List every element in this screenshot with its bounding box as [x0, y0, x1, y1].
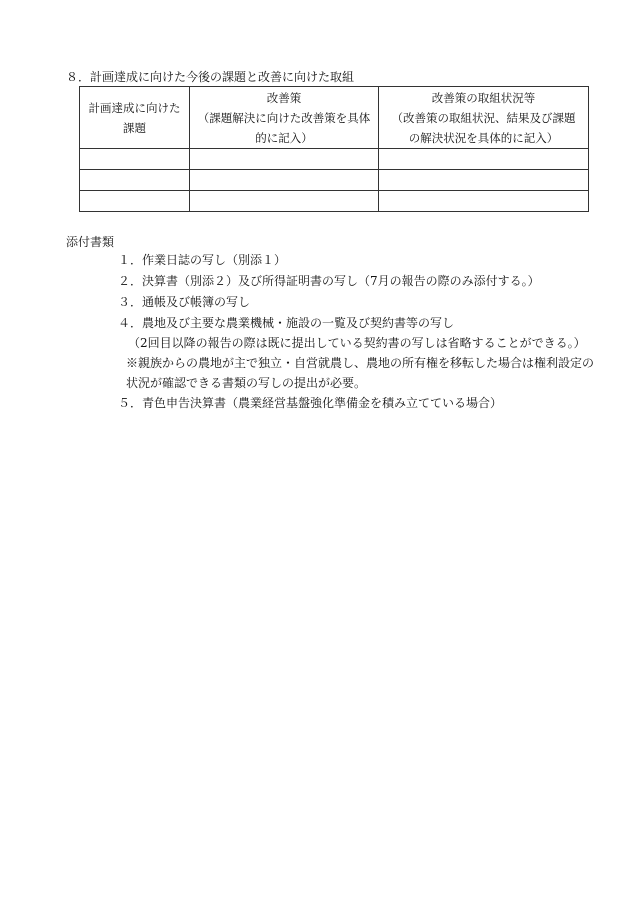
column-header-line: 改善策の取組状況等	[431, 90, 536, 105]
table-header-row	[80, 87, 589, 149]
table-cell[interactable]	[379, 170, 589, 191]
attachment-item-3: ３．通帳及び帳簿の写し	[118, 295, 251, 309]
column-header-line: 的に記入）	[255, 130, 313, 145]
column-header-issues	[80, 87, 190, 149]
attachment-item-4-remark-cont: 状況が確認できる書類の写しの提出が必要。	[126, 376, 367, 390]
table-row	[80, 170, 589, 191]
table-cell[interactable]	[190, 170, 379, 191]
column-header-line: 課題	[123, 120, 146, 135]
column-header-line: （課題解決に向けた改善策を具体	[197, 110, 371, 125]
attachment-item-2: ２．決算書（別添２）及び所得証明書の写し（7月の報告の際のみ添付する。）	[118, 274, 540, 288]
column-header-line: の解決状況を具体的に記入）	[408, 130, 559, 145]
attachments-heading: 添付書類	[66, 235, 115, 249]
table-cell[interactable]	[190, 149, 379, 170]
section-8-heading: ８．計画達成に向けた今後の課題と改善に向けた取組	[66, 70, 355, 84]
table-cell[interactable]	[379, 149, 589, 170]
attachment-item-4: ４．農地及び主要な農業機械・施設の一覧及び契約書等の写し	[118, 316, 455, 330]
table-cell[interactable]	[80, 191, 190, 212]
column-header-line: 改善策	[266, 90, 302, 105]
column-header-line: （改善策の取組状況、結果及び課題	[391, 110, 576, 125]
attachment-item-5: ５．青色申告決算書（農業経営基盤強化準備金を積み立てている場合）	[118, 396, 503, 410]
table-row	[80, 191, 589, 212]
attachment-item-4-remark: ※親族からの農地が主で独立・自営就農し、農地の所有権を移転した場合は権利設定の	[126, 356, 595, 370]
table-cell[interactable]	[190, 191, 379, 212]
table-cell[interactable]	[80, 170, 190, 191]
column-header-improvement	[190, 87, 379, 149]
plan-table	[79, 86, 589, 212]
column-header-progress	[379, 87, 589, 149]
table-row	[80, 149, 589, 170]
attachment-item-4-note: （2回目以降の報告の際は既に提出している契約書の写しは省略することができる。）	[128, 336, 586, 350]
column-header-line: 計画達成に向けた	[88, 100, 181, 115]
attachment-item-1: １．作業日誌の写し（別添１）	[118, 253, 287, 267]
table-cell[interactable]	[80, 149, 190, 170]
table-cell[interactable]	[379, 191, 589, 212]
